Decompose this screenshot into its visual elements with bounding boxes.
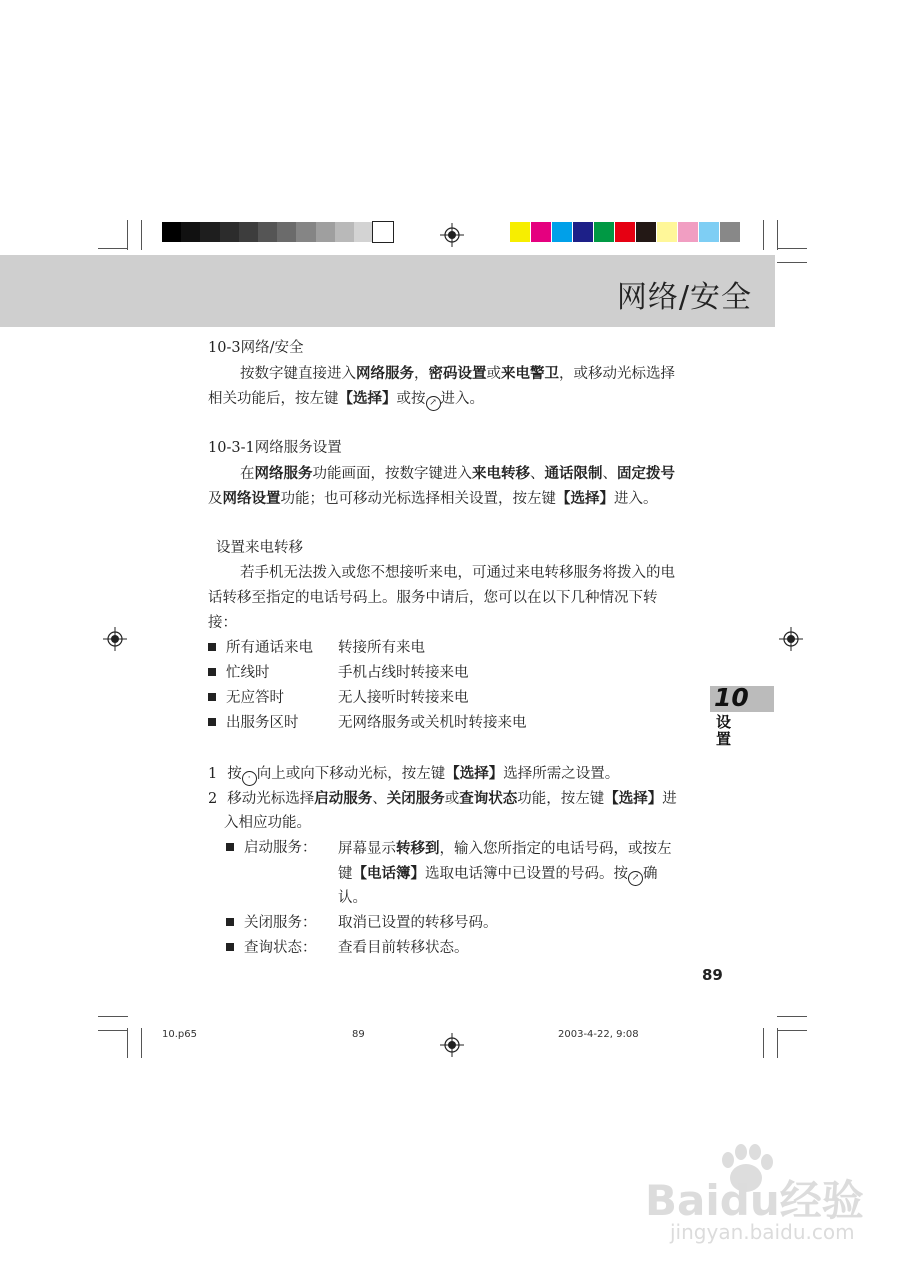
option-desc: [338, 836, 672, 862]
option-desc: 查看目前转移状态。: [338, 940, 469, 956]
color-swatch: [594, 222, 614, 242]
registration-mark-icon: [440, 223, 464, 247]
text-run: 选取电话簿中已设置的号码。按: [425, 866, 628, 882]
crop-mark: [127, 220, 128, 250]
bullet-icon: [208, 693, 216, 701]
text-run: 密码设置: [428, 365, 487, 382]
crop-mark: [777, 248, 807, 249]
color-swatch: [699, 222, 719, 242]
color-swatch: [373, 222, 393, 242]
color-swatch: [573, 222, 593, 242]
chapter-label: 设置: [716, 713, 732, 748]
paragraph-line: 若手机无法拨入或您不想接听来电，可通过来电转移服务将拨入的电: [240, 565, 675, 581]
option-desc: [338, 861, 658, 887]
step-2: [208, 786, 677, 812]
footer-page: 89: [352, 1029, 365, 1040]
paragraph-line: 接：: [208, 615, 237, 631]
color-swatch: [200, 222, 220, 242]
text-run: 按数字键直接进入: [240, 366, 356, 382]
text-run: 、: [602, 466, 617, 482]
step-number: 2: [208, 791, 218, 807]
text-run: 查询状态：: [244, 940, 317, 956]
text-run: 无应答时: [226, 690, 284, 706]
option-desc: 认。: [338, 890, 367, 906]
paragraph-line: [208, 386, 484, 412]
text-run: 所有通话来电: [226, 640, 313, 656]
paragraph-line: [240, 361, 675, 387]
text-run: 功能画面，按数字键进入: [312, 466, 472, 482]
option-label: [226, 911, 317, 936]
case-label: [208, 636, 313, 661]
text-run: 关闭服务：: [244, 915, 317, 931]
call-key-icon: ↗: [426, 396, 441, 411]
text-run: 或按: [396, 391, 426, 407]
watermark-brand: Baidu经验: [645, 1176, 864, 1225]
paragraph-line: [208, 486, 658, 512]
footer-datetime: 2003-4-22, 9:08: [558, 1029, 639, 1040]
text-run: 网络设置: [222, 490, 281, 507]
text-run: 【电话簿】: [352, 865, 425, 882]
case-description: 手机占线时转接来电: [338, 665, 469, 681]
color-swatch: [296, 222, 316, 242]
watermark-url: jingyan.baidu.com: [670, 1220, 855, 1244]
page-title: 网络/安全: [616, 280, 752, 315]
option-label: [226, 936, 317, 961]
color-swatch: [615, 222, 635, 242]
color-swatch: [316, 222, 336, 242]
text-run: ，: [414, 366, 429, 382]
text-run: 网络服务: [254, 465, 313, 482]
step-1: [208, 761, 619, 787]
color-swatch: [510, 222, 530, 242]
text-run: 【选择】: [556, 490, 614, 507]
case-description: 无网络服务或关机时转接来电: [338, 715, 527, 731]
chapter-number: 10: [714, 683, 749, 712]
case-description: 无人接听时转接来电: [338, 690, 469, 706]
bullet-icon: [226, 843, 234, 851]
footer-file: 10.p65: [162, 1029, 197, 1040]
text-run: ，输入您所指定的电话号码，或按左: [439, 841, 672, 857]
text-run: 转移到: [396, 840, 440, 857]
text-run: 移动光标选择: [227, 791, 315, 807]
text-runs: [227, 791, 677, 807]
text-run: 查询状态: [459, 790, 518, 807]
text-run: 或: [486, 366, 501, 382]
text-run: 进入。: [440, 391, 484, 407]
paragraph-line: 入相应功能。: [224, 815, 311, 831]
crop-mark: [98, 248, 128, 249]
crop-mark: [127, 1028, 128, 1058]
crop-mark: [98, 1016, 128, 1017]
page-number: 89: [702, 966, 723, 984]
color-swatch: [335, 222, 355, 242]
crop-mark: [141, 220, 142, 250]
text-run: 或: [444, 791, 460, 807]
text-run: 确: [643, 866, 658, 882]
case-label: [208, 661, 270, 686]
color-swatch: [636, 222, 656, 242]
bullet-icon: [208, 718, 216, 726]
registration-mark-icon: [440, 1033, 464, 1057]
text-run: 按: [227, 766, 242, 782]
crop-mark: [763, 1028, 764, 1058]
bullet-icon: [208, 668, 216, 676]
text-run: 、: [530, 466, 545, 482]
color-swatch: [220, 222, 240, 242]
text-run: 关闭服务: [386, 790, 445, 807]
color-swatch: [354, 222, 374, 242]
bullet-icon: [226, 918, 234, 926]
crop-mark: [777, 1028, 778, 1058]
crop-mark: [98, 1030, 128, 1031]
color-swatch: [181, 222, 201, 242]
text-run: 键: [338, 866, 353, 882]
step-number: 1: [208, 766, 218, 782]
text-run: 功能，按左键: [517, 791, 605, 807]
color-swatch: [162, 222, 182, 242]
color-swatch: [720, 222, 740, 242]
crop-mark: [777, 220, 778, 250]
bullet-icon: [208, 643, 216, 651]
case-label: [208, 686, 284, 711]
text-run: 选择所需之设置。: [503, 766, 620, 782]
case-label: [208, 711, 299, 736]
crop-mark: [777, 1016, 807, 1017]
text-run: 网络服务: [356, 365, 414, 382]
registration-mark-icon: [103, 627, 127, 651]
text-run: 固定拨号: [617, 465, 675, 482]
text-run: 出服务区时: [226, 715, 299, 731]
text-run: 功能；也可移动光标选择相关设置，按左键: [280, 491, 556, 507]
color-swatch: [239, 222, 259, 242]
color-swatch: [678, 222, 698, 242]
paragraph-line: 话转移至指定的电话号码上。服务中请后，您可以在以下几种情况下转: [208, 590, 658, 606]
color-swatch: [552, 222, 572, 242]
nav-key-icon: ·: [242, 771, 257, 786]
text-run: ，或移动光标选择: [559, 366, 675, 382]
text-run: 【选择】: [445, 765, 504, 782]
crop-mark: [777, 262, 807, 263]
text-run: 【选择】: [604, 790, 663, 807]
text-run: 在: [240, 466, 255, 482]
text-run: 忙线时: [226, 665, 270, 681]
text-run: 及: [208, 491, 223, 507]
crop-mark: [777, 1030, 807, 1031]
text-run: 进: [662, 791, 677, 807]
color-swatch: [258, 222, 278, 242]
text-run: 、: [372, 791, 387, 807]
text-run: 进入。: [614, 491, 658, 507]
text-run: 向上或向下移动光标，按左键: [256, 766, 446, 782]
color-swatch: [277, 222, 297, 242]
text-run: 通话限制: [544, 465, 603, 482]
text-run: 相关功能后，按左键: [208, 391, 339, 407]
text-run: 来电警卫: [501, 365, 559, 382]
crop-mark: [763, 220, 764, 250]
registration-mark-icon: [779, 627, 803, 651]
crop-mark: [141, 1028, 142, 1058]
text-run: 屏幕显示: [338, 841, 396, 857]
paragraph-line: [240, 461, 675, 487]
call-key-icon: ↗: [628, 871, 643, 886]
text-run: 来电转移: [472, 465, 530, 482]
text-run: 【选择】: [338, 390, 397, 407]
case-description: 转接所有来电: [338, 640, 425, 656]
section-heading: 设置来电转移: [216, 540, 303, 556]
section-heading: 10-3网络/安全: [208, 340, 304, 356]
text-run: 启动服务：: [244, 840, 317, 856]
option-desc: 取消已设置的转移号码。: [338, 915, 498, 931]
section-heading: 10-3-1网络服务设置: [208, 440, 342, 456]
color-swatch: [531, 222, 551, 242]
text-run: 启动服务: [314, 790, 373, 807]
option-label: [226, 836, 317, 861]
color-swatch: [657, 222, 677, 242]
bullet-icon: [226, 943, 234, 951]
